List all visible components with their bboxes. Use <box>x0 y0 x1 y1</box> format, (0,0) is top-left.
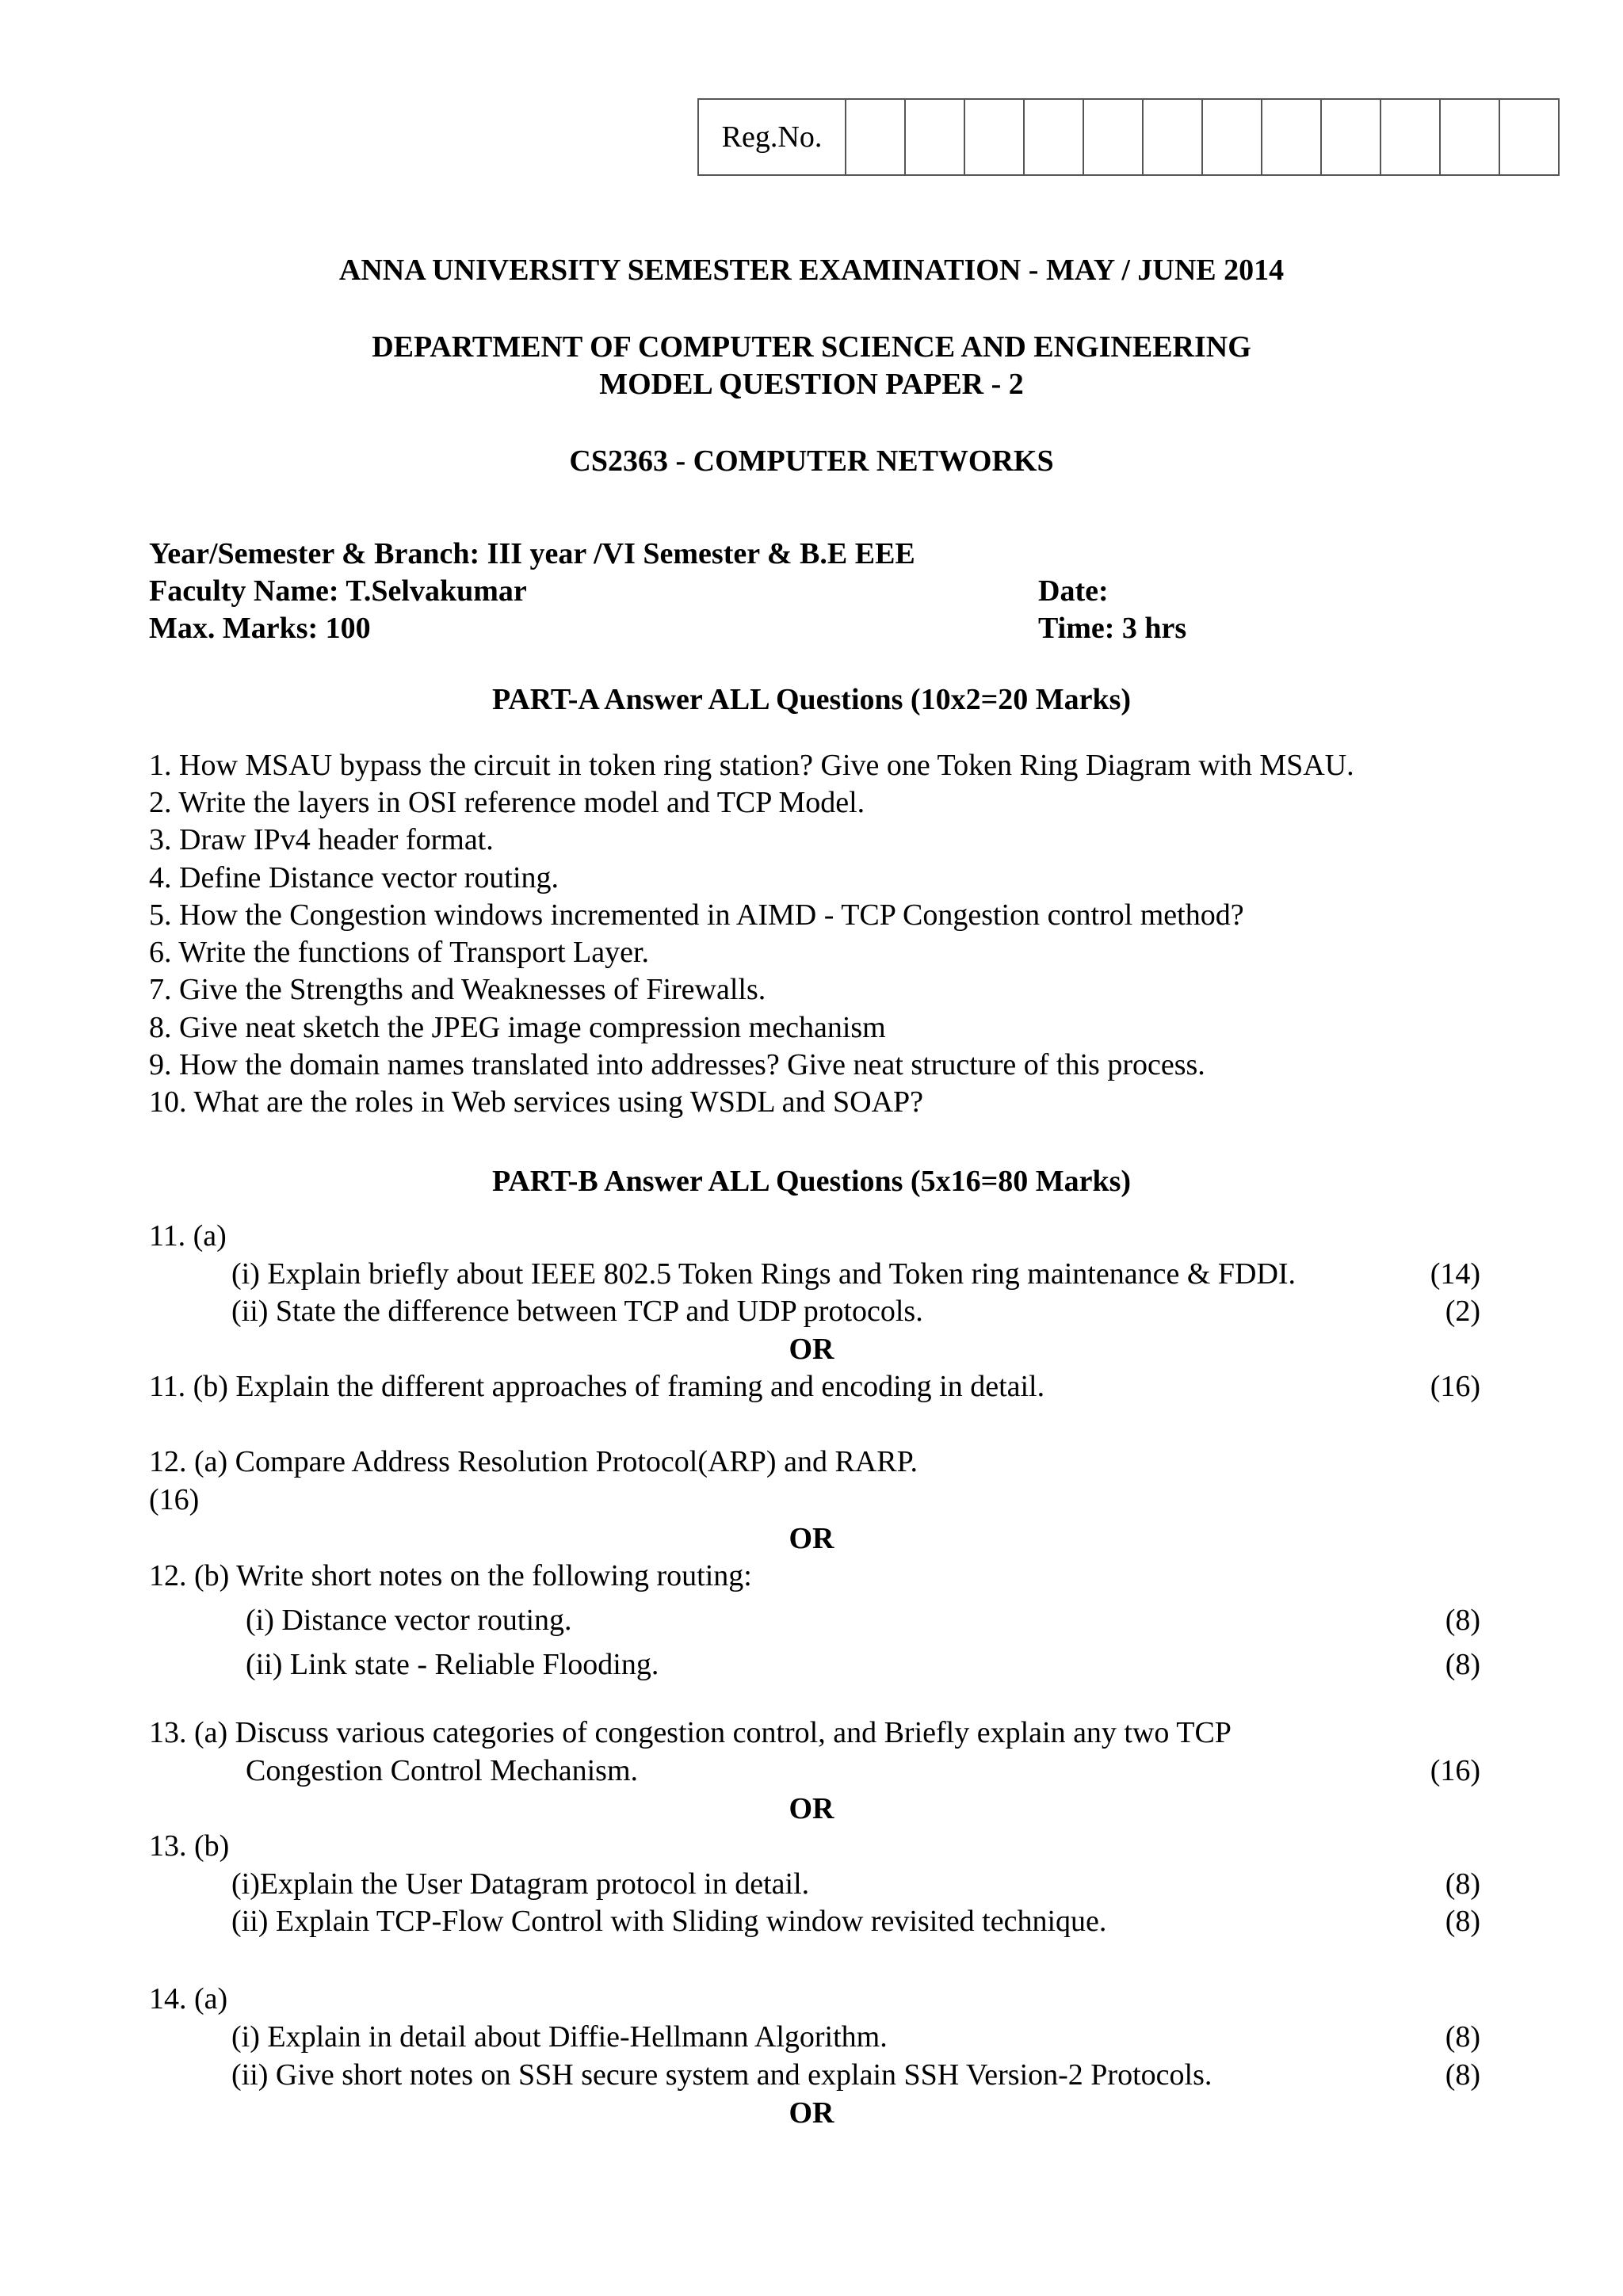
paper-title: MODEL QUESTION PAPER - 2 <box>599 368 1024 401</box>
reg-no-cell[interactable] <box>1499 99 1559 175</box>
part-a-question: 10. What are the roles in Web services using WSDL and SOAP? <box>149 1085 924 1119</box>
reg-no-box <box>697 98 1560 176</box>
q11a-ii: (ii) State the difference between TCP and UDP protocols. <box>231 1295 923 1328</box>
q11a-i: (i) Explain briefly about IEEE 802.5 Token Rings and Token ring maintenance & FDDI. <box>231 1257 1296 1291</box>
q11b: 11. (b) Explain the different approaches of framing and encoding in detail. <box>149 1370 1045 1403</box>
reg-no-cell[interactable] <box>1440 99 1499 175</box>
part-a-question: 2. Write the layers in OSI reference model and TCP Model. <box>149 786 865 819</box>
time-label: Time: 3 hrs <box>1038 612 1187 645</box>
part-a-question: 5. How the Congestion windows incremented in AIMD - TCP Congestion control method? <box>149 898 1244 932</box>
part-a-title: PART-A Answer ALL Questions (10x2=20 Marks) <box>491 683 1132 716</box>
reg-no-cell[interactable] <box>1381 99 1440 175</box>
date-label: Date: <box>1038 574 1109 608</box>
q14a-ii-marks: (8) <box>1445 2058 1480 2092</box>
part-a-question: 9. How the domain names translated into addresses? Give neat structure of this process. <box>149 1048 1205 1081</box>
q12b-i-marks: (8) <box>1445 1604 1480 1637</box>
q13a-line2: Congestion Control Mechanism. <box>246 1754 639 1787</box>
reg-no-cell[interactable] <box>846 99 905 175</box>
reg-no-cell[interactable] <box>1262 99 1321 175</box>
q13b-i-marks: (8) <box>1445 1867 1480 1901</box>
part-a-question: 4. Define Distance vector routing. <box>149 861 559 894</box>
or-divider: OR <box>789 1522 834 1555</box>
part-a-question: 8. Give neat sketch the JPEG image compression mechanism <box>149 1011 886 1044</box>
faculty-name: Faculty Name: T.Selvakumar <box>149 574 527 608</box>
q14a-ii: (ii) Give short notes on SSH secure system and explain SSH Version-2 Protocols. <box>231 2058 1212 2092</box>
q13a-marks: (16) <box>1430 1754 1480 1787</box>
or-divider: OR <box>789 2096 834 2130</box>
max-marks: Max. Marks: 100 <box>149 612 371 645</box>
q13b-i: (i)Explain the User Datagram protocol in detail. <box>231 1867 810 1901</box>
reg-no-cell[interactable] <box>1143 99 1202 175</box>
reg-no-cell[interactable] <box>1202 99 1262 175</box>
part-b-title: PART-B Answer ALL Questions (5x16=80 Marks) <box>491 1165 1132 1198</box>
q12a: 12. (a) Compare Address Resolution Protocol(ARP) and RARP. <box>149 1445 918 1478</box>
q12b-i: (i) Distance vector routing. <box>246 1604 572 1637</box>
q12b-ii: (ii) Link state - Reliable Flooding. <box>246 1648 659 1681</box>
q14a-label: 14. (a) <box>149 1982 228 2016</box>
part-a-question: 7. Give the Strengths and Weaknesses of Firewalls. <box>149 973 766 1006</box>
part-a-question: 3. Draw IPv4 header format. <box>149 823 494 856</box>
q11a-ii-marks: (2) <box>1445 1295 1480 1328</box>
department-title: DEPARTMENT OF COMPUTER SCIENCE AND ENGINEERING <box>372 330 1251 364</box>
q14a-i: (i) Explain in detail about Diffie-Hellmann Algorithm. <box>231 2020 888 2054</box>
q12a-marks: (16) <box>149 1483 200 1516</box>
q14a-i-marks: (8) <box>1445 2020 1480 2054</box>
or-divider: OR <box>789 1333 834 1366</box>
q11a-label: 11. (a) <box>149 1219 227 1253</box>
reg-no-cell[interactable] <box>964 99 1024 175</box>
reg-no-cell[interactable] <box>1083 99 1143 175</box>
reg-no-cell[interactable] <box>905 99 964 175</box>
reg-no-cell[interactable] <box>1321 99 1381 175</box>
q13b-ii: (ii) Explain TCP-Flow Control with Sliding window revisited technique. <box>231 1905 1107 1938</box>
q11b-marks: (16) <box>1430 1370 1480 1403</box>
q11a-i-marks: (14) <box>1430 1257 1480 1291</box>
q12b: 12. (b) Write short notes on the following routing: <box>149 1559 752 1592</box>
q13b-ii-marks: (8) <box>1445 1905 1480 1938</box>
reg-no-label: Reg.No. <box>698 99 846 175</box>
exam-title: ANNA UNIVERSITY SEMESTER EXAMINATION - MAY / JUNE 2014 <box>338 254 1285 287</box>
part-a-question: 1. How MSAU bypass the circuit in token ring station? Give one Token Ring Diagram with MSAU. <box>149 749 1354 782</box>
q13b-label: 13. (b) <box>149 1829 230 1863</box>
q13a-line1: 13. (a) Discuss various categories of congestion control, and Briefly explain any two TCP <box>149 1716 1232 1749</box>
course-title: CS2363 - COMPUTER NETWORKS <box>569 444 1054 478</box>
or-divider: OR <box>789 1792 834 1825</box>
part-a-question: 6. Write the functions of Transport Layer. <box>149 936 650 969</box>
year-branch: Year/Semester & Branch: III year /VI Semester & B.E EEE <box>149 537 915 570</box>
reg-no-cell[interactable] <box>1024 99 1083 175</box>
q12b-ii-marks: (8) <box>1445 1648 1480 1681</box>
